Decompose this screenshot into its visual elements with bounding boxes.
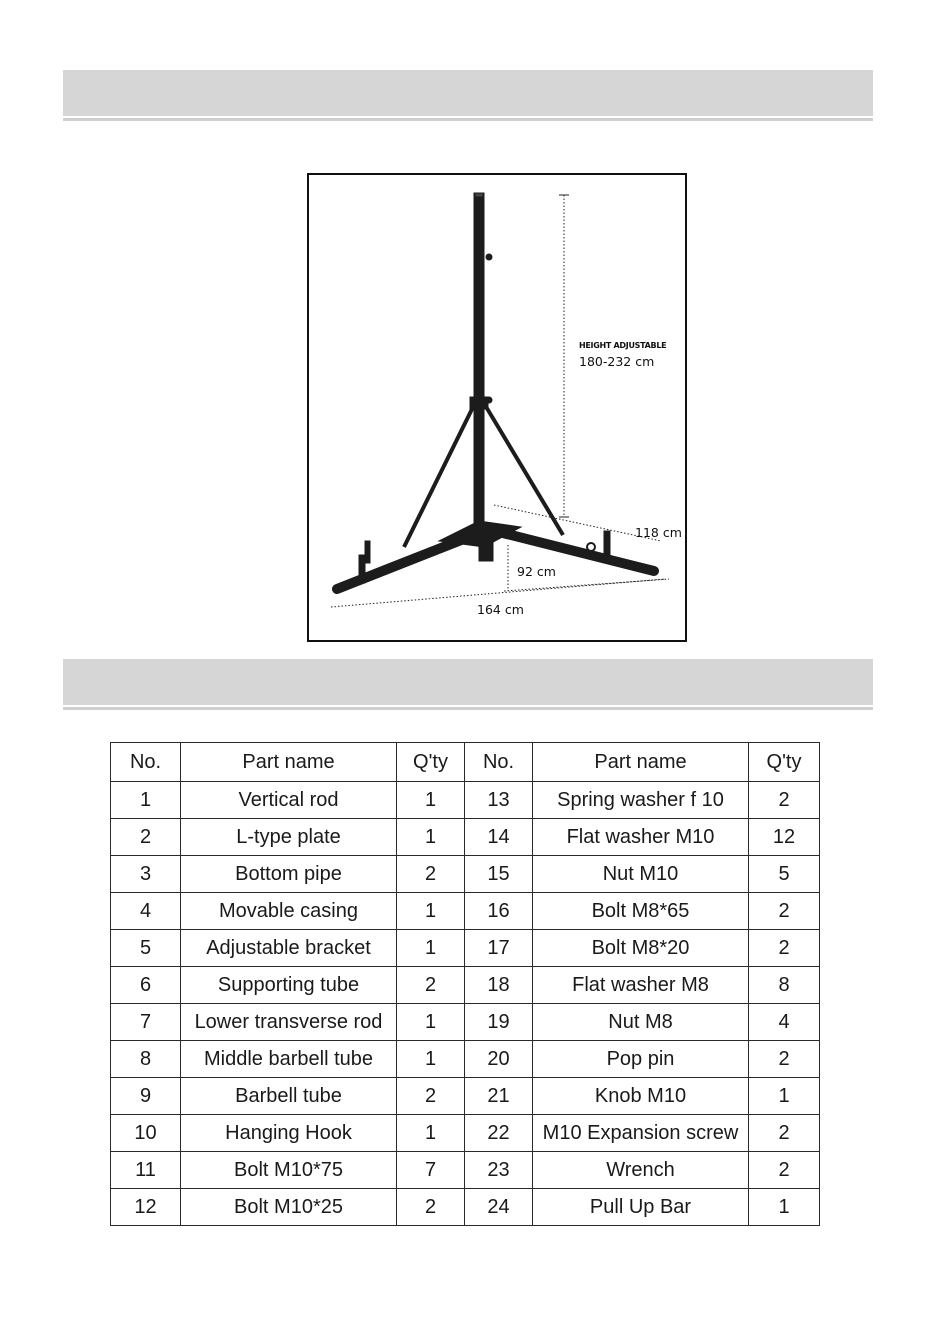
cell-qty: 5 (749, 856, 820, 893)
cell-part-name: Nut M10 (533, 856, 749, 893)
cell-qty: 2 (397, 856, 465, 893)
cell-qty: 1 (749, 1078, 820, 1115)
cell-no: 9 (111, 1078, 181, 1115)
cell-part-name: Bolt M10*25 (181, 1189, 397, 1226)
cell-qty: 12 (749, 819, 820, 856)
cell-qty: 2 (749, 893, 820, 930)
cell-no: 12 (111, 1189, 181, 1226)
vertical-rod (474, 193, 484, 523)
cell-part-name: Flat washer M8 (533, 967, 749, 1004)
cell-qty: 1 (397, 1041, 465, 1078)
height-adjustable-title: HEIGHT ADJUSTABLE (579, 341, 667, 350)
table-row (111, 1004, 820, 1041)
cell-qty: 1 (397, 1004, 465, 1041)
cell-no: 15 (465, 856, 533, 893)
cell-no: 4 (111, 893, 181, 930)
table-row (111, 1078, 820, 1115)
cell-no: 13 (465, 782, 533, 819)
table-row (111, 893, 820, 930)
cell-part-name: Spring washer f 10 (533, 782, 749, 819)
table-row (111, 782, 820, 819)
cell-part-name: Bolt M8*20 (533, 930, 749, 967)
parts-table-body (111, 782, 820, 1226)
depth-label: 92 cm (517, 564, 556, 579)
cell-part-name: Bolt M8*65 (533, 893, 749, 930)
cell-no: 17 (465, 930, 533, 967)
cell-part-name: Hanging Hook (181, 1115, 397, 1152)
cell-part-name: Pull Up Bar (533, 1189, 749, 1226)
cell-part-name: Supporting tube (181, 967, 397, 1004)
table-row (111, 1152, 820, 1189)
cell-qty: 2 (397, 1189, 465, 1226)
cell-qty: 1 (397, 782, 465, 819)
cell-part-name: Lower transverse rod (181, 1004, 397, 1041)
section-divider-top (63, 118, 873, 121)
cell-no: 18 (465, 967, 533, 1004)
cell-no: 1 (111, 782, 181, 819)
stand-illustration (309, 175, 685, 640)
column-header-no: No. (465, 743, 533, 782)
table-header-row (111, 743, 820, 782)
cell-qty: 1 (397, 893, 465, 930)
cell-part-name: Barbell tube (181, 1078, 397, 1115)
cell-no: 22 (465, 1115, 533, 1152)
section-header-band-top (63, 70, 873, 116)
section-header-band-parts (63, 659, 873, 705)
cell-part-name: Nut M8 (533, 1004, 749, 1041)
column-header-no: No. (111, 743, 181, 782)
cell-qty: 8 (749, 967, 820, 1004)
cell-no: 20 (465, 1041, 533, 1078)
cell-part-name: L-type plate (181, 819, 397, 856)
table-row (111, 1115, 820, 1152)
column-header-part-name: Part name (181, 743, 397, 782)
cell-no: 6 (111, 967, 181, 1004)
column-header-part-name: Part name (533, 743, 749, 782)
cell-no: 23 (465, 1152, 533, 1189)
cell-no: 7 (111, 1004, 181, 1041)
cell-no: 2 (111, 819, 181, 856)
cell-qty: 1 (749, 1189, 820, 1226)
section-divider-parts (63, 707, 873, 710)
cell-qty: 1 (397, 819, 465, 856)
cell-qty: 2 (749, 1115, 820, 1152)
cell-qty: 7 (397, 1152, 465, 1189)
table-row (111, 819, 820, 856)
width-label: 118 cm (635, 525, 682, 540)
length-label: 164 cm (477, 602, 524, 617)
table-row (111, 930, 820, 967)
cell-no: 21 (465, 1078, 533, 1115)
cell-qty: 1 (397, 930, 465, 967)
table-row (111, 1189, 820, 1226)
parts-list-table (110, 742, 820, 1226)
column-header-qty: Q'ty (749, 743, 820, 782)
cell-no: 10 (111, 1115, 181, 1152)
cell-part-name: Pop pin (533, 1041, 749, 1078)
cell-part-name: Flat washer M10 (533, 819, 749, 856)
cell-part-name: Bolt M10*75 (181, 1152, 397, 1189)
cell-part-name: Wrench (533, 1152, 749, 1189)
cell-qty: 2 (749, 782, 820, 819)
cell-qty: 4 (749, 1004, 820, 1041)
cell-part-name: Middle barbell tube (181, 1041, 397, 1078)
cell-no: 11 (111, 1152, 181, 1189)
cell-no: 5 (111, 930, 181, 967)
cell-part-name: M10 Expansion screw (533, 1115, 749, 1152)
cell-part-name: Bottom pipe (181, 856, 397, 893)
height-range-label: 180-232 cm (579, 354, 655, 369)
cell-qty: 2 (749, 930, 820, 967)
cell-no: 8 (111, 1041, 181, 1078)
cell-part-name: Movable casing (181, 893, 397, 930)
cell-no: 24 (465, 1189, 533, 1226)
cell-qty: 2 (397, 1078, 465, 1115)
cell-part-name: Knob M10 (533, 1078, 749, 1115)
product-dimension-figure (307, 173, 687, 642)
cell-no: 3 (111, 856, 181, 893)
table-row (111, 967, 820, 1004)
cell-qty: 2 (749, 1152, 820, 1189)
cell-no: 14 (465, 819, 533, 856)
cell-qty: 1 (397, 1115, 465, 1152)
cell-qty: 2 (397, 967, 465, 1004)
cell-no: 16 (465, 893, 533, 930)
table-row (111, 1041, 820, 1078)
table-row (111, 856, 820, 893)
cell-part-name: Adjustable bracket (181, 930, 397, 967)
column-header-qty: Q'ty (397, 743, 465, 782)
cell-no: 19 (465, 1004, 533, 1041)
cell-qty: 2 (749, 1041, 820, 1078)
cell-part-name: Vertical rod (181, 782, 397, 819)
